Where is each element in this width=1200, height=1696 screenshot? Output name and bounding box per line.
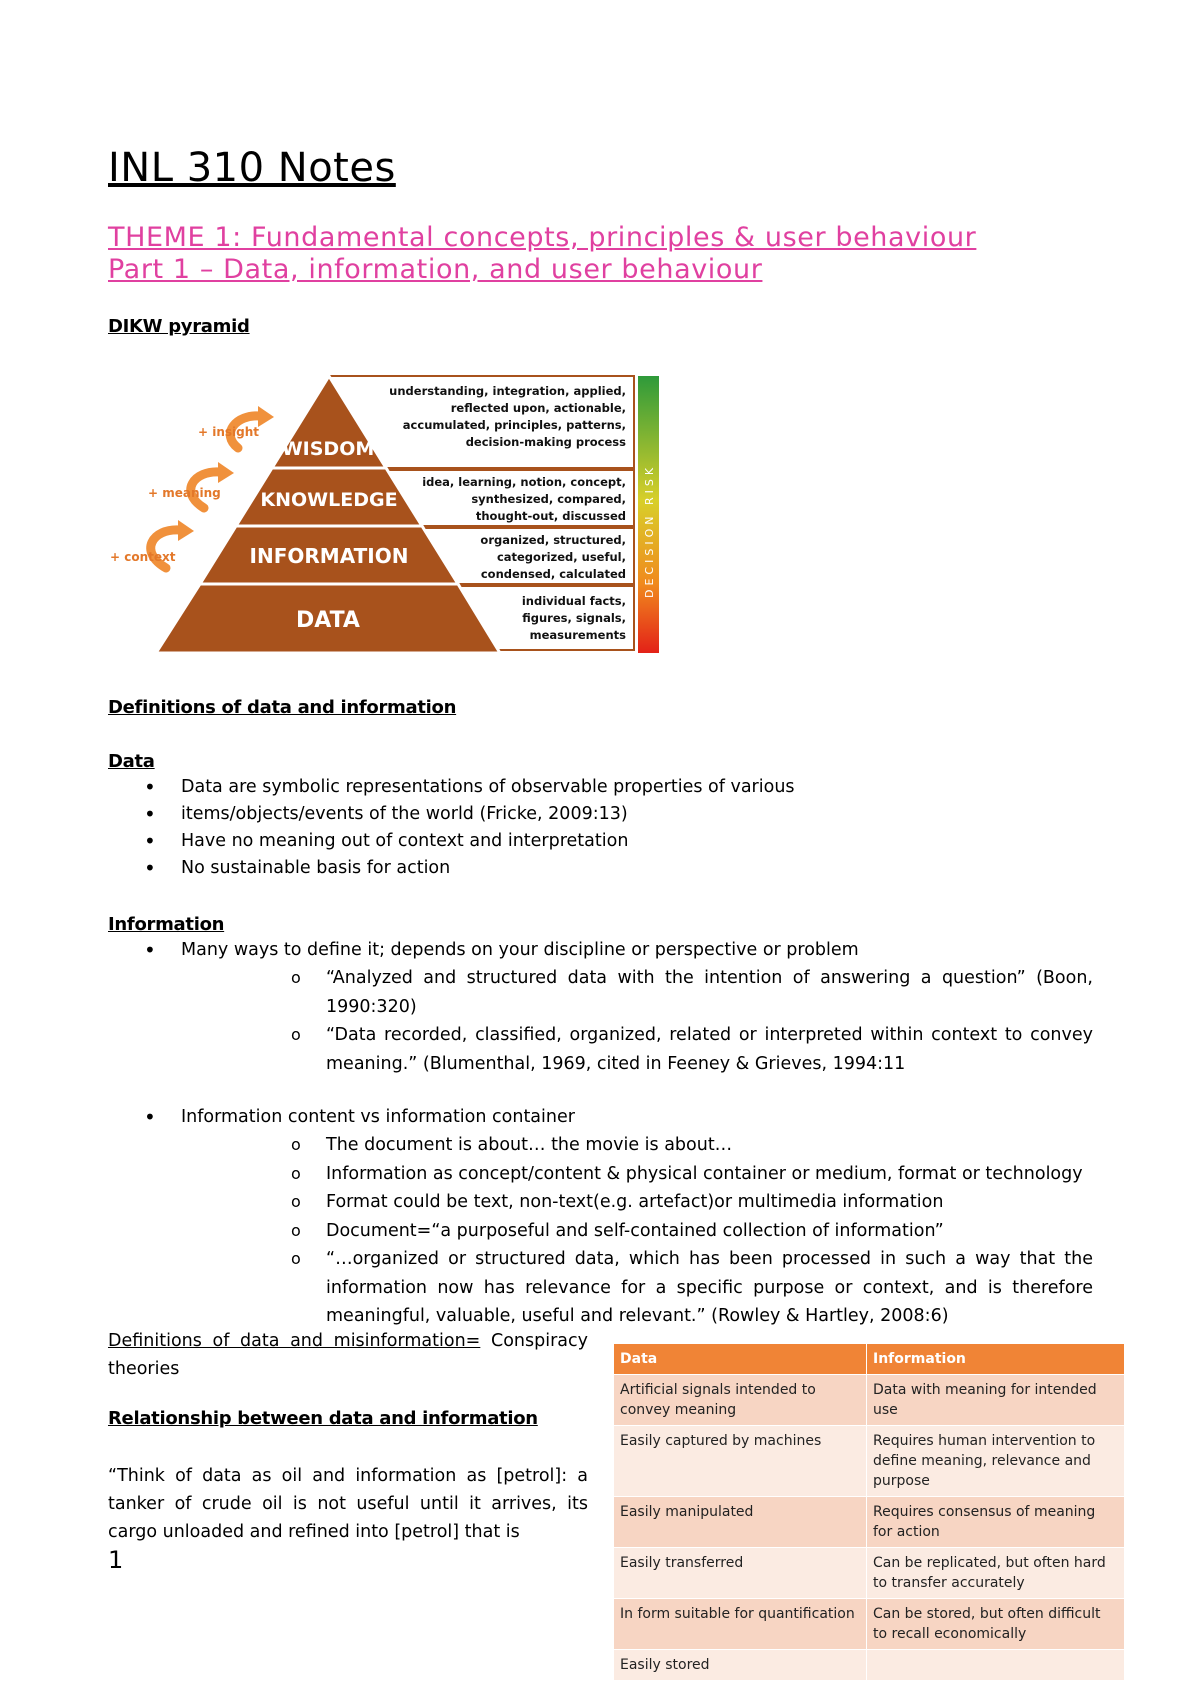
knowledge-desc-3: thought-out, discussed: [475, 509, 626, 523]
data-label: DATA: [296, 608, 360, 633]
information-bullet-list: [108, 937, 1093, 1331]
list-item: • items/objects/events of the world (Fricke, 2009:13): [108, 801, 1108, 828]
information-desc-2: categorized, useful,: [496, 550, 626, 564]
table-cell: Requires consensus of meaning for action: [867, 1497, 1125, 1548]
table-cell: [867, 1650, 1125, 1681]
data-desc-3: measurements: [529, 628, 626, 642]
table-cell: Easily transferred: [614, 1548, 867, 1599]
dikw-pyramid-figure: [108, 372, 664, 658]
sub-list-item: o Format could be text, non-text(e.g. artefact)or multimedia information: [181, 1188, 1093, 1217]
sub-list-item: o “Analyzed and structured data with the intention of answering a question” (Boon, 1990:320): [181, 964, 1093, 1021]
table-row: [614, 1548, 1125, 1599]
relationship-heading: Relationship between data and information: [108, 1408, 538, 1429]
dikw-heading: DIKW pyramid: [108, 316, 250, 337]
table-cell: Artificial signals intended to convey meaning: [614, 1375, 867, 1426]
table-header-data: Data: [614, 1344, 867, 1375]
relationship-quote: “Think of data as oil and information as [petrol]: a tanker of crude oil is not useful until it arrives, its cargo unloaded and refined into [petrol] that is: [108, 1466, 588, 1542]
table-row: [614, 1375, 1125, 1426]
sub-list-item: o The document is about… the movie is about…: [181, 1131, 1093, 1160]
table-cell: Easily manipulated: [614, 1497, 867, 1548]
part-heading: Part 1 – Data, information, and user behaviour: [108, 254, 763, 285]
data-desc-1: individual facts,: [521, 594, 626, 608]
wisdom-desc-4: decision-making process: [465, 435, 626, 449]
context-label: + context: [110, 550, 176, 564]
list-item: • Information content vs information container o The document is about… the movie is about… o Information as concept/content & physical container or medium, format or technology o Format could be text, non-text(e.g. artefact)or multimedia information o Document=“a purposeful and self-contained collection of information” o “…organized or structured data, which has been processed in such a way that the information now has relevance for a specific purpose or context, and is therefore meaningful, valuable, useful and relevant.” (Rowley & Hartley, 2008:6): [108, 1104, 1093, 1331]
meaning-label: + meaning: [148, 486, 221, 500]
data-bullet-list: [108, 774, 1108, 882]
table-cell: Requires human intervention to define meaning, relevance and purpose: [867, 1426, 1125, 1497]
table-header-row: [614, 1344, 1125, 1375]
sub-list-item: o Information as concept/content & physical container or medium, format or technology: [181, 1160, 1093, 1189]
table-row: [614, 1426, 1125, 1497]
wisdom-desc-1: understanding, integration, applied,: [389, 384, 626, 398]
knowledge-desc-2: synthesized, compared,: [471, 492, 626, 506]
decision-risk-label: DECISION RISK: [643, 463, 656, 598]
table-cell: Data with meaning for intended use: [867, 1375, 1125, 1426]
sub-list-item: o “Data recorded, classified, organized, related or interpreted within context to convey meaning.” (Blumenthal, 1969, cited in Feeney & Grieves, 1994:11: [181, 1021, 1093, 1078]
table-cell: Easily stored: [614, 1650, 867, 1681]
data-heading: Data: [108, 751, 155, 772]
knowledge-desc-1: idea, learning, notion, concept,: [422, 475, 626, 489]
page-title: INL 310 Notes: [108, 145, 396, 191]
table-cell: In form suitable for quantification: [614, 1599, 867, 1650]
table-cell: Easily captured by machines: [614, 1426, 867, 1497]
information-desc-3: condensed, calculated: [480, 567, 626, 581]
wisdom-desc-3: accumulated, principles, patterns,: [402, 418, 626, 432]
information-heading: Information: [108, 914, 225, 935]
table-row: [614, 1497, 1125, 1548]
table-cell: Can be replicated, but often hard to transfer accurately: [867, 1548, 1125, 1599]
data-desc-2: figures, signals,: [522, 611, 626, 625]
information-desc-1: organized, structured,: [480, 533, 626, 547]
data-vs-information-table: [613, 1343, 1125, 1681]
misinformation-paragraph: Definitions of data and misinformation= Conspiracy theories: [108, 1331, 588, 1379]
list-item: • Have no meaning out of context and interpretation: [108, 828, 1108, 855]
sub-list: [181, 1131, 1093, 1331]
sub-list-item: o “…organized or structured data, which has been processed in such a way that the information now has relevance for a specific purpose or context, and is therefore meaningful, valuable, useful and relevant.” (Rowley & Hartley, 2008:6): [181, 1245, 1093, 1331]
table-row: [614, 1650, 1125, 1681]
list-item: • Data are symbolic representations of observable properties of various: [108, 774, 1108, 801]
list-item: • Many ways to define it; depends on your discipline or perspective or problem o “Analyzed and structured data with the intention of answering a question” (Boon, 1990:320) o “Data recorded, classified, organized, related or interpreted within context to convey meaning.” (Blumenthal, 1969, cited in Feeney & Grieves, 1994:11: [108, 937, 1093, 1078]
theme-heading: THEME 1: Fundamental concepts, principles & user behaviour: [108, 222, 977, 253]
page-number: 1: [108, 1546, 124, 1574]
wisdom-label: WISDOM: [281, 438, 375, 460]
insight-label: + insight: [198, 425, 260, 439]
information-label: INFORMATION: [249, 544, 409, 568]
list-item: • No sustainable basis for action: [108, 855, 1108, 882]
table-cell: Can be stored, but often difficult to recall economically: [867, 1599, 1125, 1650]
wisdom-desc-2: reflected upon, actionable,: [450, 401, 626, 415]
table-row: [614, 1599, 1125, 1650]
definitions-heading: Definitions of data and information: [108, 697, 457, 718]
table-header-information: Information: [867, 1344, 1125, 1375]
sub-list-item: o Document=“a purposeful and self-contained collection of information”: [181, 1217, 1093, 1246]
sub-list: [181, 964, 1093, 1078]
knowledge-label: KNOWLEDGE: [260, 489, 398, 511]
